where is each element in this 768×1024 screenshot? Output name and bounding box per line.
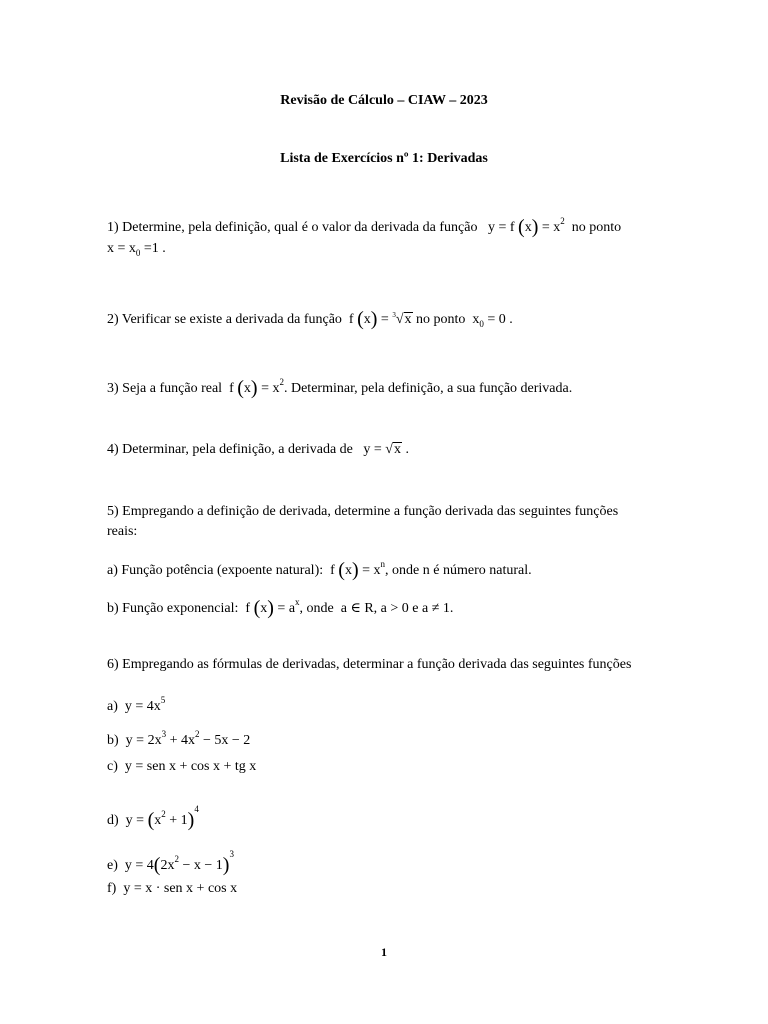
question-1: [107, 212, 621, 237]
question-6-item-b: b) $y = 2x^3 + 4x^2 - 5x - 2$: [107, 729, 251, 748]
question-3: [107, 373, 572, 398]
question-6: 6) Empregando as fórmulas de derivadas, determinar a função derivada das seguintes funções: [107, 657, 632, 672]
question-5b-formula: f $(x) = a^x$: [241, 597, 300, 619]
question-4: [107, 441, 409, 459]
question-6-item-c: c) y = sen x + cos x + tg x: [107, 759, 257, 774]
question-3-text: 3) Seja a função real: [107, 381, 223, 396]
question-5b-after: , onde: [299, 601, 334, 616]
question-5b-text: b) Função exponencial:: [107, 601, 239, 616]
question-1-formula: y = f $(x) = x^2$: [480, 216, 565, 238]
question-4-formula: y = √x .: [356, 442, 409, 457]
question-3-formula: f $(x) = x^2$: [225, 377, 284, 399]
question-6-item-a: a) $y = 4x^5$: [107, 695, 166, 714]
question-2-formula: f (x) = $^3$√x: [345, 308, 412, 330]
page-number: 1: [381, 945, 387, 959]
question-2-text: 2) Verificar se existe a derivada da função: [107, 312, 342, 327]
question-5-line-2: reais:: [107, 524, 138, 539]
question-2-after: no ponto: [416, 312, 466, 327]
page-title: Revisão de Cálculo – CIAW – 2023: [280, 93, 488, 108]
question-6-item-d: d) $y = (x^2 + 1)^4$: [107, 804, 199, 831]
question-1-point: $x = x_0 =1$ .: [107, 241, 166, 258]
question-5b: b) Função exponencial: f $(x) = a^x$, onde a ∈ R, a > 0 e a ≠ 1.: [107, 597, 454, 619]
page-subtitle: Lista de Exercícios nº 1: Derivadas: [280, 151, 488, 166]
question-3-after: . Determinar, pela definição, a sua função derivada.: [283, 381, 573, 396]
question-5a-text: a) Função potência (expoente natural):: [107, 563, 324, 578]
question-2: 2) Verificar se existe a derivada da função f (x) = $^3$√x no ponto $x_0 = 0$ .: [107, 308, 513, 330]
question-5a: [107, 555, 532, 580]
question-5-line-1: 5) Empregando a definição de derivada, determine a função derivada das seguintes funções: [107, 504, 619, 519]
question-6-item-e: e) $y = 4(2x^2 - x - 1)^3$: [107, 849, 234, 876]
question-5a-after: , onde n é número natural.: [385, 563, 532, 578]
question-5a-formula: f $(x) = x^n$: [326, 559, 386, 581]
question-6-item-f: f) y = x · sen x + cos x: [107, 881, 238, 896]
question-1-after: no ponto: [571, 220, 622, 235]
question-4-text: 4) Determinar, pela definição, a derivada de: [107, 442, 353, 457]
question-1-text: 1) Determine, pela definição, qual é o valor da derivada da função: [107, 220, 478, 235]
